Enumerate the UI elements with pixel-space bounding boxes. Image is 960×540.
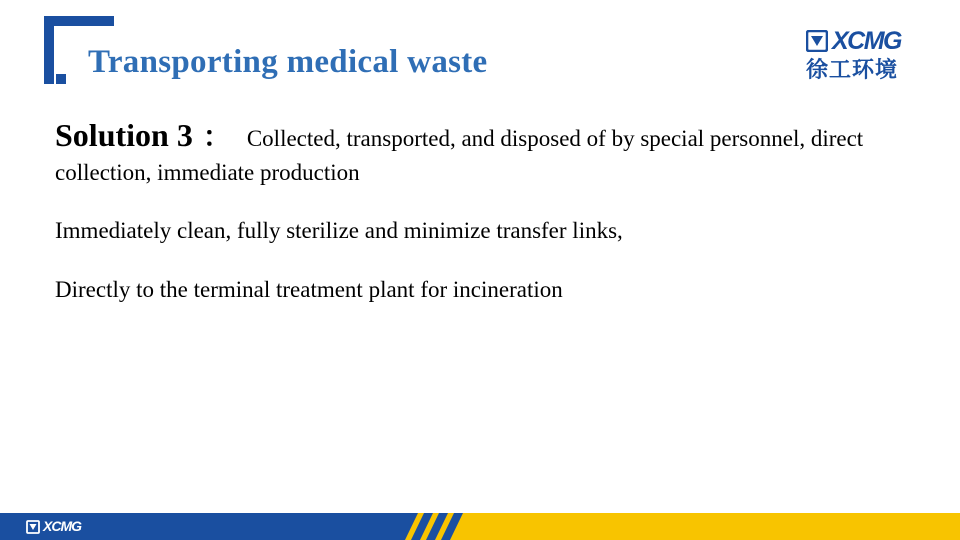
footer-xcmg-shield-icon [26, 520, 40, 534]
footer-logo-text: XCMG [43, 518, 81, 534]
solution-paragraph [55, 118, 915, 190]
logo-en-row [806, 28, 918, 54]
footer-stripes [0, 513, 960, 540]
footer-band [0, 513, 960, 540]
slide-title: Transporting medical waste [88, 44, 488, 80]
solution-text: Collected, transported, and disposed of by special personnel, direct collection, immediate production [55, 126, 864, 185]
logo-text-cn: 徐工环境 [806, 58, 899, 83]
footer-logo [26, 519, 81, 534]
paragraph-clean: Immediately clean, fully sterilize and minimize transfer links, [55, 218, 623, 243]
xcmg-shield-icon [806, 30, 828, 52]
solution-label: Solution 3 [55, 117, 193, 153]
slide-content [55, 118, 915, 305]
paragraph-incineration: Directly to the terminal treatment plant for incineration [55, 277, 563, 302]
solution-colon: ： [202, 122, 231, 153]
xcmg-logo [806, 28, 918, 88]
logo-text-en: XCMG [832, 27, 901, 55]
